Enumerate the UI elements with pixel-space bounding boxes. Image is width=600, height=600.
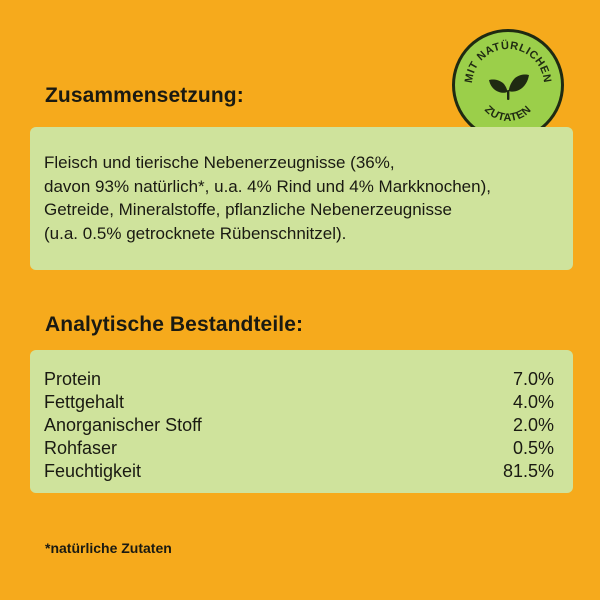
analysis-table (44, 368, 554, 483)
composition-line: davon 93% natürlich*, u.a. 4% Rind und 4% Markknochen), (44, 176, 491, 196)
analysis-panel (30, 350, 573, 493)
analysis-label: Fettgehalt (44, 392, 125, 412)
analysis-row (44, 391, 554, 414)
analysis-heading: Analytische Bestandteile: (45, 313, 304, 336)
analysis-row (44, 437, 554, 460)
analysis-row (44, 460, 554, 483)
analysis-value: 0.5% (512, 438, 554, 458)
analysis-label: Anorganischer Stoff (44, 415, 202, 435)
analysis-label: Protein (44, 369, 102, 389)
analysis-value: 81.5% (502, 461, 554, 481)
composition-line: Getreide, Mineralstoffe, pflanzliche Nebenerzeugnisse (44, 200, 452, 219)
footnote: *natürliche Zutaten (45, 540, 172, 556)
composition-text (44, 151, 559, 245)
leaves-icon (489, 74, 529, 100)
composition-panel (30, 127, 573, 270)
badge-bottom-text: ZUTATEN (482, 103, 534, 125)
badge-graphic (455, 32, 561, 138)
natural-ingredients-badge (452, 29, 564, 141)
analysis-label: Rohfaser (44, 438, 118, 458)
analysis-label: Feuchtigkeit (44, 461, 142, 481)
composition-heading: Zusammensetzung: (45, 84, 244, 107)
analysis-row (44, 414, 554, 437)
analysis-row (44, 368, 554, 391)
analysis-value: 4.0% (512, 392, 554, 412)
badge-top-text: MIT NATÜRLICHEN (462, 39, 554, 84)
composition-line: Fleisch und tierische Nebenerzeugnisse (36%, (44, 153, 395, 172)
composition-line: (u.a. 0.5% getrocknete Rübenschnitzel). (44, 223, 347, 243)
analysis-value: 2.0% (512, 415, 554, 435)
analysis-value: 7.0% (512, 369, 554, 389)
